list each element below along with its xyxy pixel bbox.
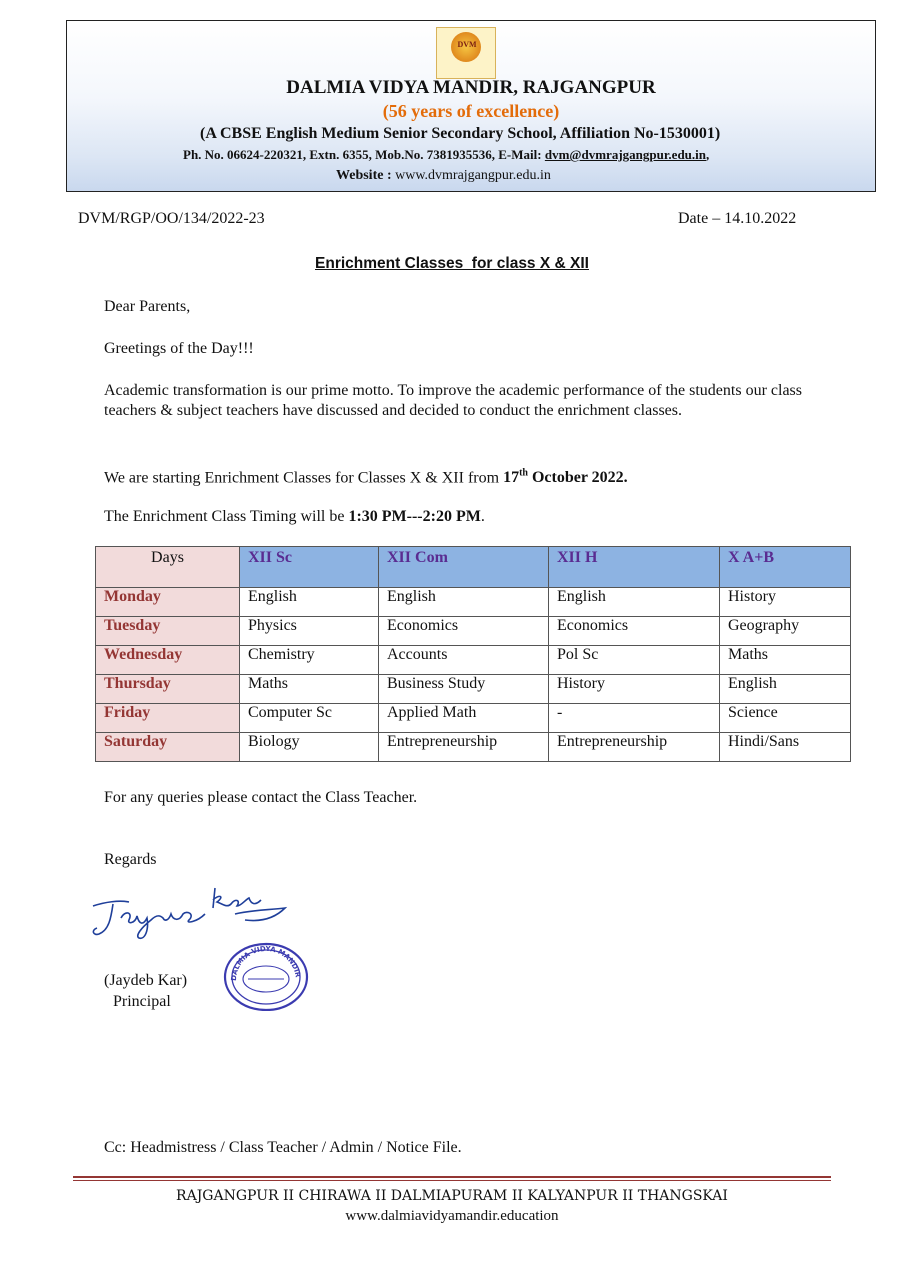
day-cell: Monday [96, 588, 240, 617]
school-logo [436, 27, 496, 79]
header-xii-sc: XII Sc [240, 547, 379, 588]
footer-url[interactable]: www.dalmiavidyamandir.education [345, 1208, 559, 1224]
paragraph-motto: Academic transformation is our prime motto. To improve the academic performance of the students our class teachers & subject teachers have discussed and decided to conduct the enrichment classes. [104, 382, 802, 419]
header-days: Days [96, 547, 240, 588]
start-date-prefix: We are starting Enrichment Classes for Classes X & XII from [104, 469, 504, 487]
subject-cell: Pol Sc [549, 646, 720, 675]
timing-value: 1:30 PM---2:20 PM [348, 508, 481, 525]
day-cell: Thursday [96, 675, 240, 704]
website-line [336, 168, 551, 184]
regards: Regards [104, 851, 157, 868]
subject-cell: English [549, 588, 720, 617]
subject-cell: Accounts [379, 646, 549, 675]
subject-cell: Entrepreneurship [379, 733, 549, 762]
letter-date: Date – 14.10.2022 [678, 210, 797, 227]
tagline: (56 years of excellence) [382, 101, 560, 121]
table-row [96, 704, 851, 733]
table-row [96, 617, 851, 646]
header-x-ab: X A+B [720, 547, 851, 588]
timetable-header-row [96, 547, 851, 588]
subject-cell: Business Study [379, 675, 549, 704]
letter-title: Enrichment Classes for class X & XII [315, 255, 589, 272]
day-cell: Friday [96, 704, 240, 733]
day-cell: Saturday [96, 733, 240, 762]
subject-cell: History [549, 675, 720, 704]
subject-cell: Geography [720, 617, 851, 646]
website-link[interactable]: www.dvmrajgangpur.edu.in [395, 168, 551, 183]
website-label: Website : [336, 168, 396, 183]
table-row [96, 646, 851, 675]
subject-cell: Entrepreneurship [549, 733, 720, 762]
school-name: DALMIA VIDYA MANDIR, RAJGANGPUR [286, 77, 656, 98]
start-month: October 2022. [527, 469, 628, 487]
school-stamp [222, 941, 310, 1011]
affiliation: (A CBSE English Medium Senior Secondary School, Affiliation No-1530001) [200, 125, 721, 142]
cc-line: Cc: Headmistress / Class Teacher / Admin / Notice File. [104, 1139, 462, 1156]
queries-note: For any queries please contact the Class Teacher. [104, 789, 418, 806]
subject-cell: Maths [720, 646, 851, 675]
logo-text: DVM [457, 40, 477, 49]
header-xii-com: XII Com [379, 547, 549, 588]
subject-cell: Chemistry [240, 646, 379, 675]
subject-cell: Biology [240, 733, 379, 762]
subject-cell: Applied Math [379, 704, 549, 733]
contact-line [183, 147, 709, 163]
footer-branches: RAJGANGPUR II CHIRAWA II DALMIAPURAM II KALYANPUR II THANGSKAI [176, 1188, 728, 1204]
salutation: Dear Parents, [104, 298, 191, 315]
subject-cell: English [720, 675, 851, 704]
day-cell: Tuesday [96, 617, 240, 646]
email-link[interactable]: dvm@dvmrajgangpur.edu.in [544, 147, 706, 162]
reference-number: DVM/RGP/OO/134/2022-23 [78, 210, 265, 227]
header-xii-h: XII H [549, 547, 720, 588]
start-day-suffix: th [519, 468, 528, 479]
paragraph-timing [104, 507, 802, 527]
stamp-text: DALMIA VIDYA MANDIR [229, 944, 302, 982]
subject-cell: English [240, 588, 379, 617]
principal-name: (Jaydeb Kar) [104, 972, 188, 989]
table-row [96, 675, 851, 704]
subject-cell: English [379, 588, 549, 617]
subject-cell: History [720, 588, 851, 617]
timing-prefix: The Enrichment Class Timing will be [104, 508, 349, 525]
footer-divider-thin [73, 1180, 831, 1181]
principal-signature [85, 884, 295, 948]
table-row [96, 733, 851, 762]
subject-cell: Hindi/Sans [720, 733, 851, 762]
paragraph-start-date [104, 464, 802, 488]
contact-prefix: Ph. No. 06624-220321, Extn. 6355, Mob.No. 7381935536, E-Mail: [183, 147, 545, 162]
principal-designation: Principal [113, 993, 171, 1010]
start-date [503, 469, 628, 486]
subject-cell: Physics [240, 617, 379, 646]
subject-cell: Computer Sc [240, 704, 379, 733]
subject-cell: Science [720, 704, 851, 733]
start-day: 17 [503, 469, 520, 487]
timing-suffix: . [480, 508, 485, 525]
subject-cell: Economics [549, 617, 720, 646]
footer-divider [73, 1176, 831, 1178]
timetable [95, 546, 851, 762]
contact-suffix: , [706, 147, 710, 162]
table-row [96, 588, 851, 617]
subject-cell: - [549, 704, 720, 733]
greeting: Greetings of the Day!!! [104, 340, 254, 357]
day-cell: Wednesday [96, 646, 240, 675]
subject-cell: Economics [379, 617, 549, 646]
subject-cell: Maths [240, 675, 379, 704]
